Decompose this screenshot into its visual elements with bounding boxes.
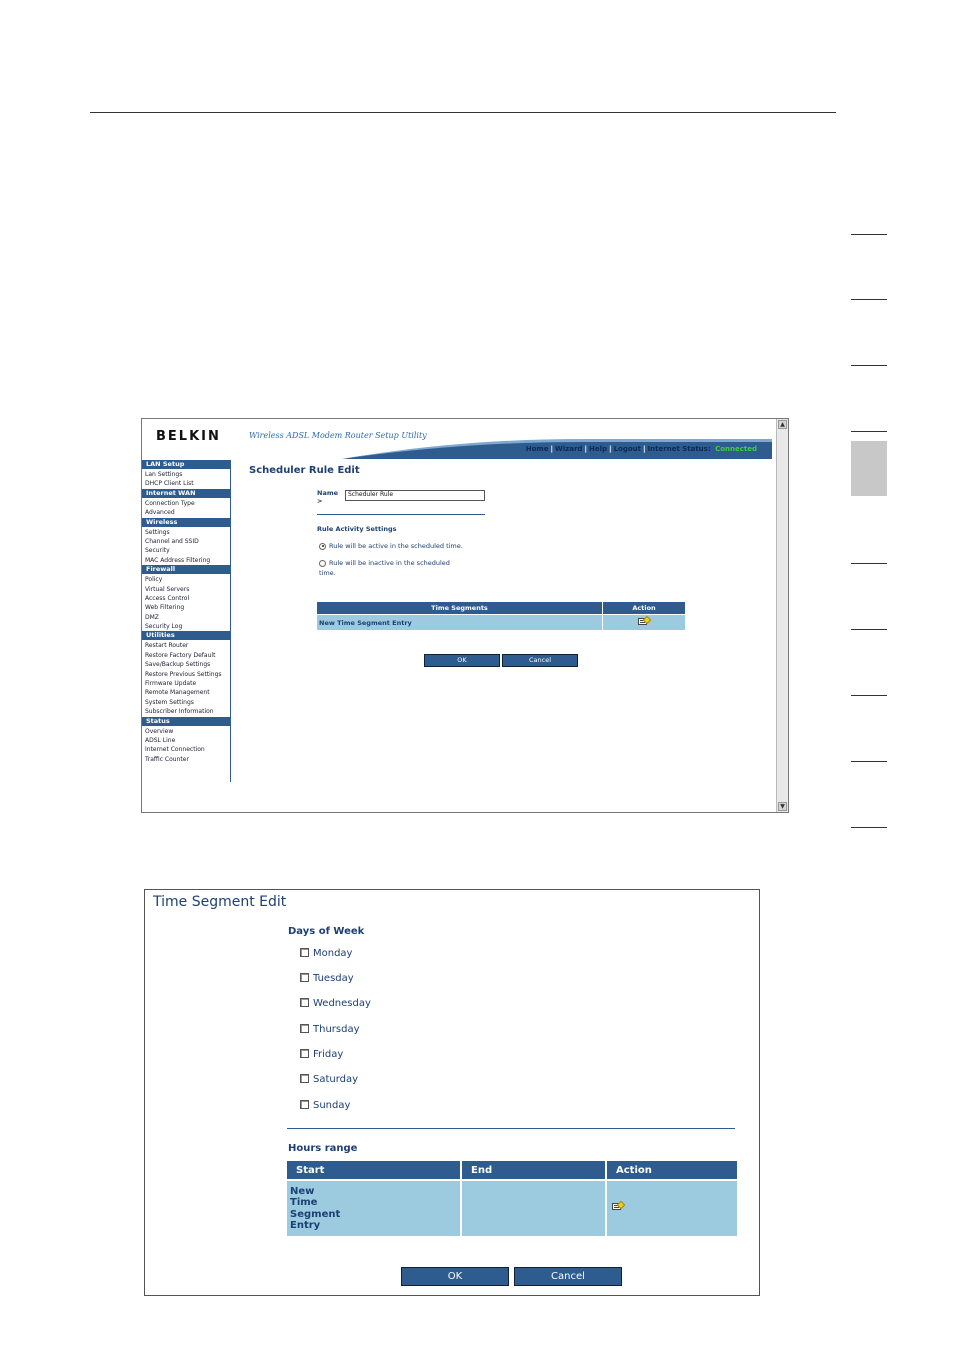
table-row bbox=[286, 1180, 738, 1237]
sidebar-link[interactable]: Settings bbox=[145, 528, 170, 536]
checkbox-icon[interactable] bbox=[300, 998, 309, 1007]
days-of-week-heading: Days of Week bbox=[288, 926, 365, 937]
radio-rule-inactive[interactable]: Rule will be inactive in the scheduled time. bbox=[319, 559, 450, 577]
sidebar-link[interactable]: Save/Backup Settings bbox=[145, 661, 211, 669]
top-nav: Home | Wizard | Help | Logout | Internet Status: Connected bbox=[525, 445, 757, 453]
action-cell bbox=[603, 615, 686, 631]
sidebar-link[interactable]: System Settings bbox=[145, 698, 194, 706]
day-checkbox-wednesday[interactable]: Wednesday bbox=[300, 998, 371, 1010]
edit-icon[interactable] bbox=[612, 1202, 624, 1211]
col-time-segments: Time Segments bbox=[317, 602, 603, 615]
sidebar-link[interactable]: ADSL Line bbox=[145, 736, 176, 744]
ok-button[interactable]: OK bbox=[401, 1267, 509, 1286]
chapter-tab-mark bbox=[851, 563, 887, 564]
col-start: Start bbox=[286, 1160, 461, 1180]
radio-rule-active[interactable]: Rule will be active in the scheduled time. bbox=[319, 541, 463, 551]
sidebar-section-header: Firewall bbox=[142, 565, 230, 574]
action-cell bbox=[606, 1180, 738, 1237]
sidebar-section-header: Status bbox=[142, 717, 230, 726]
sidebar-link[interactable]: Firmware Update bbox=[145, 680, 197, 688]
sidebar-link[interactable]: Security bbox=[145, 547, 170, 555]
internet-status-label: Internet Status: bbox=[647, 445, 711, 453]
nav-logout[interactable]: Logout bbox=[613, 445, 642, 453]
day-checkbox-tuesday[interactable]: Tuesday bbox=[300, 973, 354, 985]
page-title: Time Segment Edit bbox=[153, 894, 287, 910]
nav-help[interactable]: Help bbox=[589, 445, 608, 453]
day-checkbox-friday[interactable]: Friday bbox=[300, 1049, 343, 1061]
sidebar-link[interactable]: Policy bbox=[145, 576, 163, 584]
checkbox-icon[interactable] bbox=[300, 1100, 309, 1109]
sidebar-section-header: LAN Setup bbox=[142, 460, 230, 469]
scroll-up-icon[interactable]: ▲ bbox=[778, 420, 787, 429]
day-checkbox-sunday[interactable]: Sunday bbox=[300, 1100, 350, 1112]
page-title: Scheduler Rule Edit bbox=[249, 465, 360, 476]
end-cell bbox=[461, 1180, 606, 1237]
checkbox-icon[interactable] bbox=[300, 1049, 309, 1058]
sidebar-link[interactable]: Web Filtering bbox=[145, 604, 185, 612]
chapter-tab-mark bbox=[851, 827, 887, 828]
chapter-tab-mark bbox=[851, 365, 887, 366]
scroll-down-icon[interactable]: ▼ bbox=[778, 802, 787, 811]
page-top-rule bbox=[90, 112, 836, 113]
checkbox-icon[interactable] bbox=[300, 973, 309, 982]
day-checkbox-monday[interactable]: Monday bbox=[300, 948, 352, 960]
edit-icon[interactable] bbox=[638, 617, 650, 626]
radio-selected-icon[interactable] bbox=[319, 543, 326, 550]
time-segments-table bbox=[316, 601, 686, 631]
cancel-button[interactable]: Cancel bbox=[502, 654, 578, 667]
new-time-segment-entry[interactable]: New Time Segment Entry bbox=[286, 1180, 461, 1237]
sidebar-link[interactable]: Subscriber Information bbox=[145, 708, 214, 716]
nav-home[interactable]: Home bbox=[525, 445, 549, 453]
internet-status-value: Connected bbox=[715, 445, 757, 453]
col-action: Action bbox=[606, 1160, 738, 1180]
chapter-tab-mark bbox=[851, 234, 887, 235]
vertical-scrollbar[interactable] bbox=[776, 419, 788, 812]
sidebar-link[interactable]: Channel and SSID bbox=[145, 537, 199, 545]
name-label: Name > bbox=[317, 489, 339, 505]
sidebar-link[interactable]: Advanced bbox=[145, 509, 175, 517]
rule-activity-heading: Rule Activity Settings bbox=[317, 525, 397, 533]
col-end: End bbox=[461, 1160, 606, 1180]
scheduler-rule-screenshot bbox=[141, 418, 789, 813]
col-action: Action bbox=[603, 602, 686, 615]
hours-range-heading: Hours range bbox=[288, 1143, 358, 1154]
router-header bbox=[142, 419, 776, 459]
sidebar-section-header: Internet WAN bbox=[142, 489, 230, 498]
sidebar-link[interactable]: Remote Management bbox=[145, 689, 210, 697]
cancel-button[interactable]: Cancel bbox=[514, 1267, 622, 1286]
hours-range-table bbox=[285, 1159, 739, 1238]
sidebar bbox=[142, 460, 231, 782]
ok-button[interactable]: OK bbox=[424, 654, 500, 667]
sidebar-link[interactable]: Restore Factory Default bbox=[145, 651, 216, 659]
sidebar-link[interactable]: DMZ bbox=[145, 613, 159, 621]
chapter-tab-mark bbox=[851, 629, 887, 630]
divider bbox=[287, 1128, 735, 1129]
checkbox-icon[interactable] bbox=[300, 948, 309, 957]
chapter-tab-mark bbox=[851, 299, 887, 300]
sidebar-link[interactable]: Security Log bbox=[145, 623, 183, 631]
sidebar-link[interactable]: Virtual Servers bbox=[145, 585, 190, 593]
sidebar-link[interactable]: MAC Address Filtering bbox=[145, 556, 211, 564]
sidebar-link[interactable]: Access Control bbox=[145, 594, 190, 602]
scheduler-main bbox=[238, 463, 768, 803]
chapter-tab-active bbox=[851, 441, 887, 496]
sidebar-link[interactable]: Traffic Counter bbox=[145, 755, 189, 763]
sidebar-link[interactable]: Internet Connection bbox=[145, 746, 205, 754]
rule-name-input[interactable]: Scheduler Rule bbox=[345, 490, 485, 501]
utility-tagline: Wireless ADSL Modem Router Setup Utility bbox=[249, 431, 427, 440]
checkbox-icon[interactable] bbox=[300, 1024, 309, 1033]
radio-unselected-icon[interactable] bbox=[319, 560, 326, 567]
new-time-segment-entry[interactable]: New Time Segment Entry bbox=[317, 615, 603, 631]
sidebar-link[interactable]: Connection Type bbox=[145, 499, 195, 507]
sidebar-link[interactable]: Lan Settings bbox=[145, 471, 183, 478]
divider bbox=[317, 514, 485, 515]
belkin-logo: BELKIN bbox=[156, 429, 221, 444]
table-row bbox=[317, 615, 686, 631]
chapter-tab-mark bbox=[851, 761, 887, 762]
sidebar-link[interactable]: Restore Previous Settings bbox=[145, 670, 222, 678]
sidebar-link[interactable]: DHCP Client List bbox=[145, 480, 194, 488]
sidebar-section-header: Wireless bbox=[142, 518, 230, 527]
sidebar-link[interactable]: Restart Router bbox=[145, 642, 189, 650]
time-segment-screenshot bbox=[144, 889, 760, 1296]
sidebar-link[interactable]: Overview bbox=[145, 727, 174, 735]
sidebar-section-header: Utilities bbox=[142, 631, 230, 640]
chapter-tab-mark bbox=[851, 695, 887, 696]
nav-wizard[interactable]: Wizard bbox=[555, 445, 583, 453]
day-checkbox-thursday[interactable]: Thursday bbox=[300, 1024, 360, 1036]
checkbox-icon[interactable] bbox=[300, 1074, 309, 1083]
day-checkbox-saturday[interactable]: Saturday bbox=[300, 1074, 358, 1086]
chapter-tab-mark bbox=[851, 431, 887, 432]
